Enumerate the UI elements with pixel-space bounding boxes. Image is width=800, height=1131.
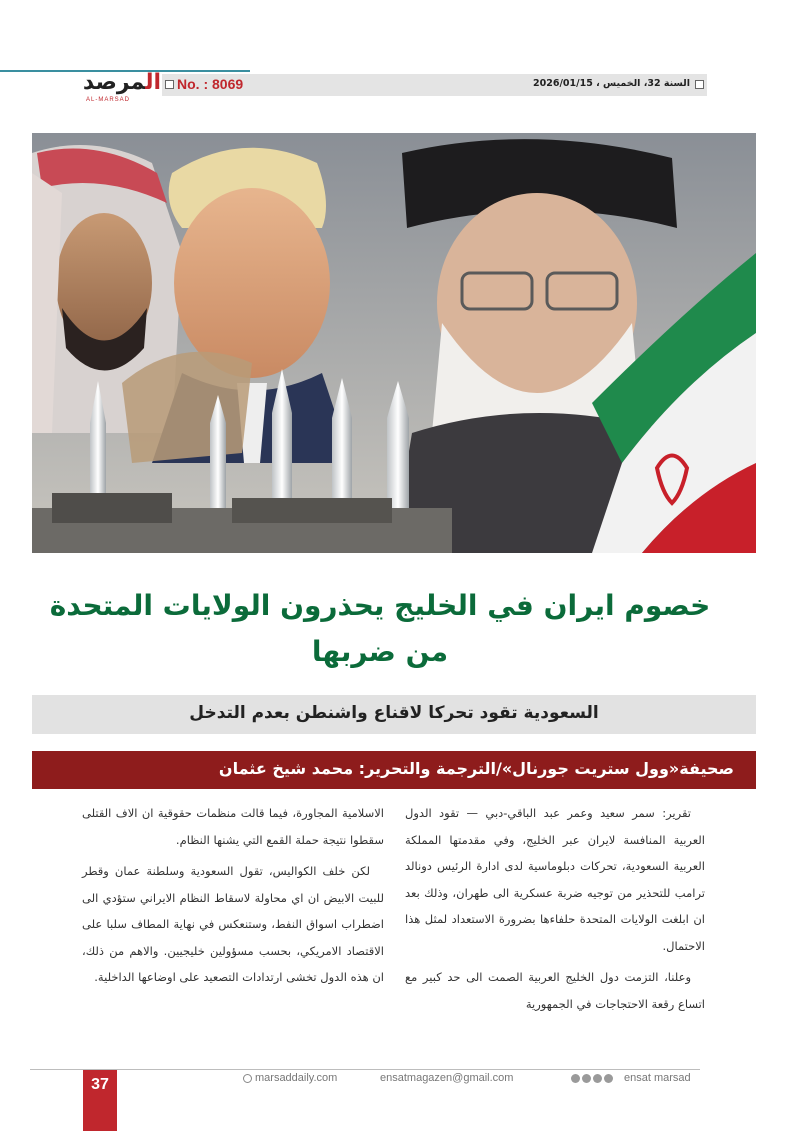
issue-header-bar (162, 74, 707, 96)
facebook-icon[interactable] (571, 1074, 580, 1083)
subheadline-box (32, 695, 756, 734)
issue-date: السنة 32، الخميس ، 2026/01/15 (533, 78, 690, 89)
globe-icon (243, 1074, 252, 1083)
paragraph: لكن خلف الكواليس، تقول السعودية وسلطنة عمان وقطر للبيت الابيض ان اي محاولة لاسقاط النظام الايراني ستؤدي الى اضطراب اسواق النفط، وستنعكس في نهاية المطاف سلبا على الاقتصاد الامريكي، بحسب مسؤولين خليجيين. والاهم من ذلك، ان هذه الدول تخشى ارتدادات التصعيد على اوضاعها الداخلية. (82, 864, 384, 984)
social-icons (571, 1074, 613, 1083)
youtube-icon[interactable] (604, 1074, 613, 1083)
paragraph: الاسلامية المجاورة، فيما قالت منظمات حقوقية ان الاف القتلى سقطوا نتيجة حملة القمع التي يشنها النظام. (82, 806, 384, 847)
headline-line-1: خصوم ايران في الخليج يحذرون الولايات المتحدة (49, 589, 711, 622)
article-column-right (405, 800, 705, 1017)
logo-arabic: المرصد (82, 70, 162, 95)
logo-accent: ال (145, 70, 162, 95)
headline-line-2: من ضربها (311, 635, 449, 668)
logo-english: AL-MARSAD (86, 97, 131, 103)
instagram-icon[interactable] (593, 1074, 602, 1083)
hero-illustration (32, 133, 756, 553)
issue-number: No. : 8069 (177, 76, 244, 92)
website-text: marsaddaily.com (255, 1072, 338, 1084)
byline-box (32, 751, 756, 789)
subheadline: السعودية تقود تحركا لاقناع واشنطن بعدم التدخل (189, 703, 599, 723)
twitter-icon[interactable] (582, 1074, 591, 1083)
page-number: 37 (91, 1076, 109, 1093)
square-bullet-icon (695, 80, 704, 89)
article-headline (40, 583, 720, 675)
article-column-left (82, 800, 384, 991)
footer-website[interactable] (243, 1072, 337, 1084)
footer-brand: ensat marsad (624, 1072, 691, 1084)
paragraph: تقرير: سمر سعيد وعمر عبد الباقي-دبي — تقود الدول العربية المنافسة لايران عبر الخليج، وفي مقدمتها المملكة العربية السعودية، تحركات دبلوماسية لدى ادارة الرئيس دونالد ترامب للتحذير من توجيه ضربة عسكرية الى طهران، وذلك بعد ان ابلغت الولايات المتحدة حلفاءها بضرورة الاستعداد لمثل هذا الاحتمال. (405, 806, 705, 953)
footer-email[interactable]: ensatmagazen@gmail.com (380, 1072, 514, 1084)
byline: صحيفة«وول ستريت جورنال»/الترجمة والتحرير: محمد شيخ عثمان (218, 759, 734, 778)
magazine-logo (82, 70, 162, 108)
footer-divider (30, 1069, 700, 1070)
square-bullet-icon (165, 80, 174, 89)
hero-image (32, 133, 756, 553)
page-number-box (83, 1070, 117, 1131)
paragraph: وعلنا، التزمت دول الخليج العربية الصمت الى حد كبير مع اتساع رقعة الاحتجاجات في الجمهورية (405, 970, 705, 1011)
